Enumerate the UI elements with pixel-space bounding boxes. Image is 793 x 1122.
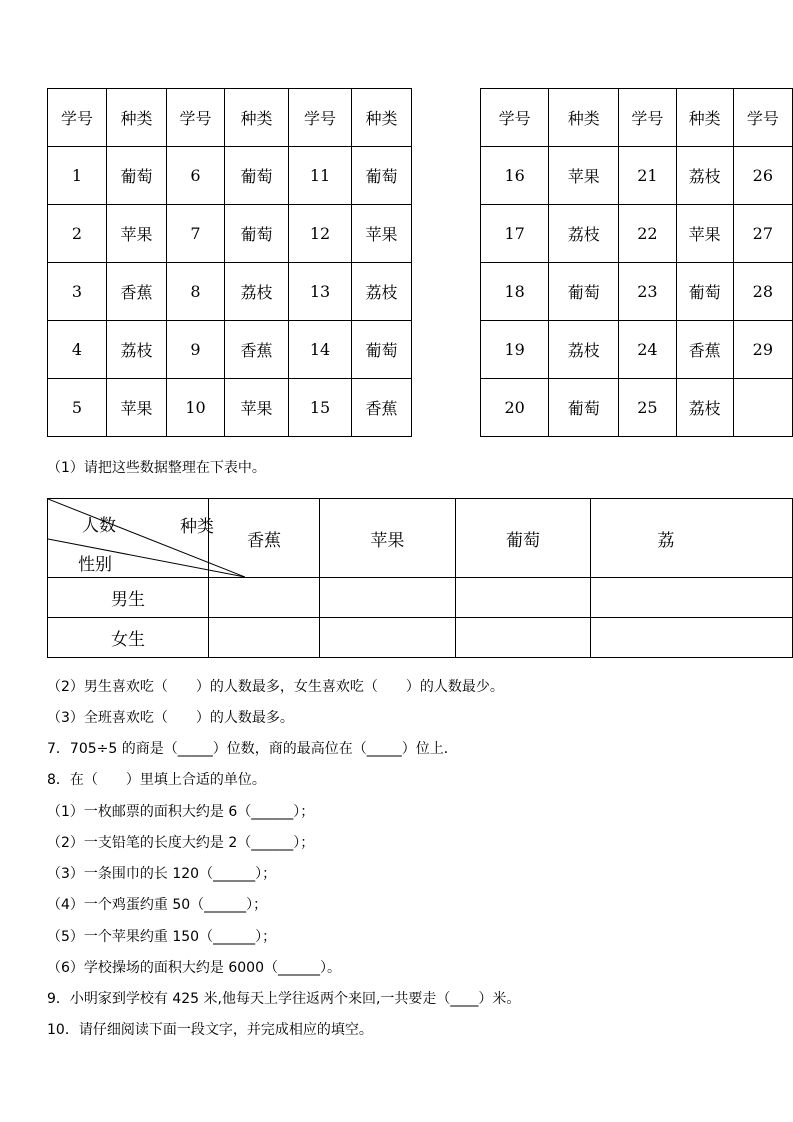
summary-input-cell[interactable] <box>455 618 591 658</box>
table-cell: 6 <box>167 147 225 205</box>
table-header-cell: 种类 <box>225 89 289 147</box>
table-row <box>48 321 412 379</box>
table-cell: 苹果 <box>676 205 733 263</box>
question-8-6: （6）学校操场的面积大约是 6000（______）。 <box>47 960 341 976</box>
table-cell: 4 <box>48 321 107 379</box>
corner-label-count: 人数 <box>82 516 116 536</box>
table-cell: 荔枝 <box>676 147 733 205</box>
table-cell: 29 <box>733 321 792 379</box>
summary-table <box>47 498 793 658</box>
corner-label-kind: 种类 <box>180 517 214 537</box>
summary-input-cell[interactable] <box>320 578 456 618</box>
table-cell: 20 <box>481 379 549 437</box>
table-cell: 荔枝 <box>107 321 167 379</box>
table-cell: 13 <box>289 263 352 321</box>
table-cell: 苹果 <box>549 147 619 205</box>
table-cell: 24 <box>619 321 676 379</box>
question-8-3: （3）一条围巾的长 120（______）； <box>47 866 277 882</box>
table-row <box>481 263 793 321</box>
table-cell: 18 <box>481 263 549 321</box>
table-cell: 苹果 <box>352 205 412 263</box>
row-label-female: 女生 <box>48 618 209 658</box>
question-9: 9．小明家到学校有 425 米,他每天上学往返两个来回,一共要走（____）米。 <box>47 991 521 1007</box>
table-cell: 12 <box>289 205 352 263</box>
question-8-1: （1）一枚邮票的面积大约是 6（______）； <box>47 804 315 820</box>
table-header-cell: 学号 <box>619 89 676 147</box>
data-table-right <box>480 88 793 437</box>
table-header-row <box>48 89 412 147</box>
summary-row-female <box>48 618 793 658</box>
question-8-2: （2）一支铅笔的长度大约是 2（______）； <box>47 835 315 851</box>
table-header-cell: 学号 <box>167 89 225 147</box>
table-cell: 28 <box>733 263 792 321</box>
question-10: 10．请仔细阅读下面一段文字，并完成相应的填空。 <box>47 1022 373 1038</box>
table-cell: 10 <box>167 379 225 437</box>
table-cell: 21 <box>619 147 676 205</box>
table-cell: 葡萄 <box>352 147 412 205</box>
table-cell: 香蕉 <box>225 321 289 379</box>
table-header-cell: 种类 <box>352 89 412 147</box>
table-row <box>481 379 793 437</box>
column-header-banana: 香蕉 <box>209 499 320 578</box>
question-1-instruction: （1）请把这些数据整理在下表中。 <box>47 460 266 476</box>
table-row <box>481 321 793 379</box>
table-header-cell: 种类 <box>676 89 733 147</box>
table-header-cell: 学号 <box>289 89 352 147</box>
column-header-grape: 葡萄 <box>455 499 591 578</box>
table-cell: 9 <box>167 321 225 379</box>
table-header-cell: 学号 <box>48 89 107 147</box>
table-cell: 27 <box>733 205 792 263</box>
table-header-cell: 学号 <box>733 89 792 147</box>
summary-input-cell[interactable] <box>591 618 793 658</box>
table-cell: 7 <box>167 205 225 263</box>
table-cell: 5 <box>48 379 107 437</box>
summary-row-male <box>48 578 793 618</box>
table-cell: 19 <box>481 321 549 379</box>
question-3: （3）全班喜欢吃（ ）的人数最多。 <box>47 710 294 726</box>
table-row <box>48 379 412 437</box>
table-cell: 葡萄 <box>352 321 412 379</box>
table-cell: 23 <box>619 263 676 321</box>
table-cell: 2 <box>48 205 107 263</box>
table-header-row <box>481 89 793 147</box>
table-row <box>481 205 793 263</box>
question-7: 7．705÷5 的商是（_____）位数，商的最高位在（_____）位上． <box>47 741 458 757</box>
table-row <box>48 205 412 263</box>
table-header-cell: 种类 <box>107 89 167 147</box>
table-cell: 葡萄 <box>107 147 167 205</box>
summary-input-cell[interactable] <box>320 618 456 658</box>
table-cell: 8 <box>167 263 225 321</box>
table-cell: 荔枝 <box>549 321 619 379</box>
table-cell: 14 <box>289 321 352 379</box>
data-table-left <box>47 88 412 437</box>
question-8-4: （4）一个鸡蛋约重 50（______）； <box>47 897 268 913</box>
column-header-lychee: 荔 <box>591 499 793 578</box>
table-cell: 16 <box>481 147 549 205</box>
corner-label-gender: 性别 <box>78 555 112 575</box>
question-2: （2）男生喜欢吃（ ）的人数最多，女生喜欢吃（ ）的人数最少。 <box>47 679 504 695</box>
table-cell: 荔枝 <box>352 263 412 321</box>
table-cell: 1 <box>48 147 107 205</box>
table-row <box>48 263 412 321</box>
table-cell: 香蕉 <box>352 379 412 437</box>
column-header-apple: 苹果 <box>320 499 456 578</box>
table-cell <box>733 379 792 437</box>
table-header-cell: 种类 <box>549 89 619 147</box>
diagonal-header-cell <box>48 499 214 578</box>
table-cell: 荔枝 <box>676 379 733 437</box>
row-label-male: 男生 <box>48 578 209 618</box>
table-cell: 26 <box>733 147 792 205</box>
table-cell: 葡萄 <box>549 379 619 437</box>
table-cell: 葡萄 <box>549 263 619 321</box>
table-cell: 3 <box>48 263 107 321</box>
table-header-cell: 学号 <box>481 89 549 147</box>
table-cell: 15 <box>289 379 352 437</box>
table-row <box>481 147 793 205</box>
table-cell: 11 <box>289 147 352 205</box>
summary-header-row <box>48 499 793 578</box>
table-cell: 苹果 <box>225 379 289 437</box>
summary-input-cell[interactable] <box>209 618 320 658</box>
question-8: 8．在（ ）里填上合适的单位。 <box>47 772 266 788</box>
table-cell: 22 <box>619 205 676 263</box>
table-cell: 香蕉 <box>676 321 733 379</box>
table-cell: 25 <box>619 379 676 437</box>
table-cell: 葡萄 <box>225 147 289 205</box>
table-cell: 香蕉 <box>107 263 167 321</box>
table-cell: 荔枝 <box>549 205 619 263</box>
summary-input-cell[interactable] <box>455 578 591 618</box>
summary-input-cell[interactable] <box>591 578 793 618</box>
table-cell: 苹果 <box>107 205 167 263</box>
table-cell: 17 <box>481 205 549 263</box>
table-row <box>48 147 412 205</box>
table-cell: 葡萄 <box>676 263 733 321</box>
table-cell: 葡萄 <box>225 205 289 263</box>
table-cell: 荔枝 <box>225 263 289 321</box>
summary-input-cell[interactable] <box>209 578 320 618</box>
question-8-5: （5）一个苹果约重 150（______）； <box>47 929 277 945</box>
table-cell: 苹果 <box>107 379 167 437</box>
